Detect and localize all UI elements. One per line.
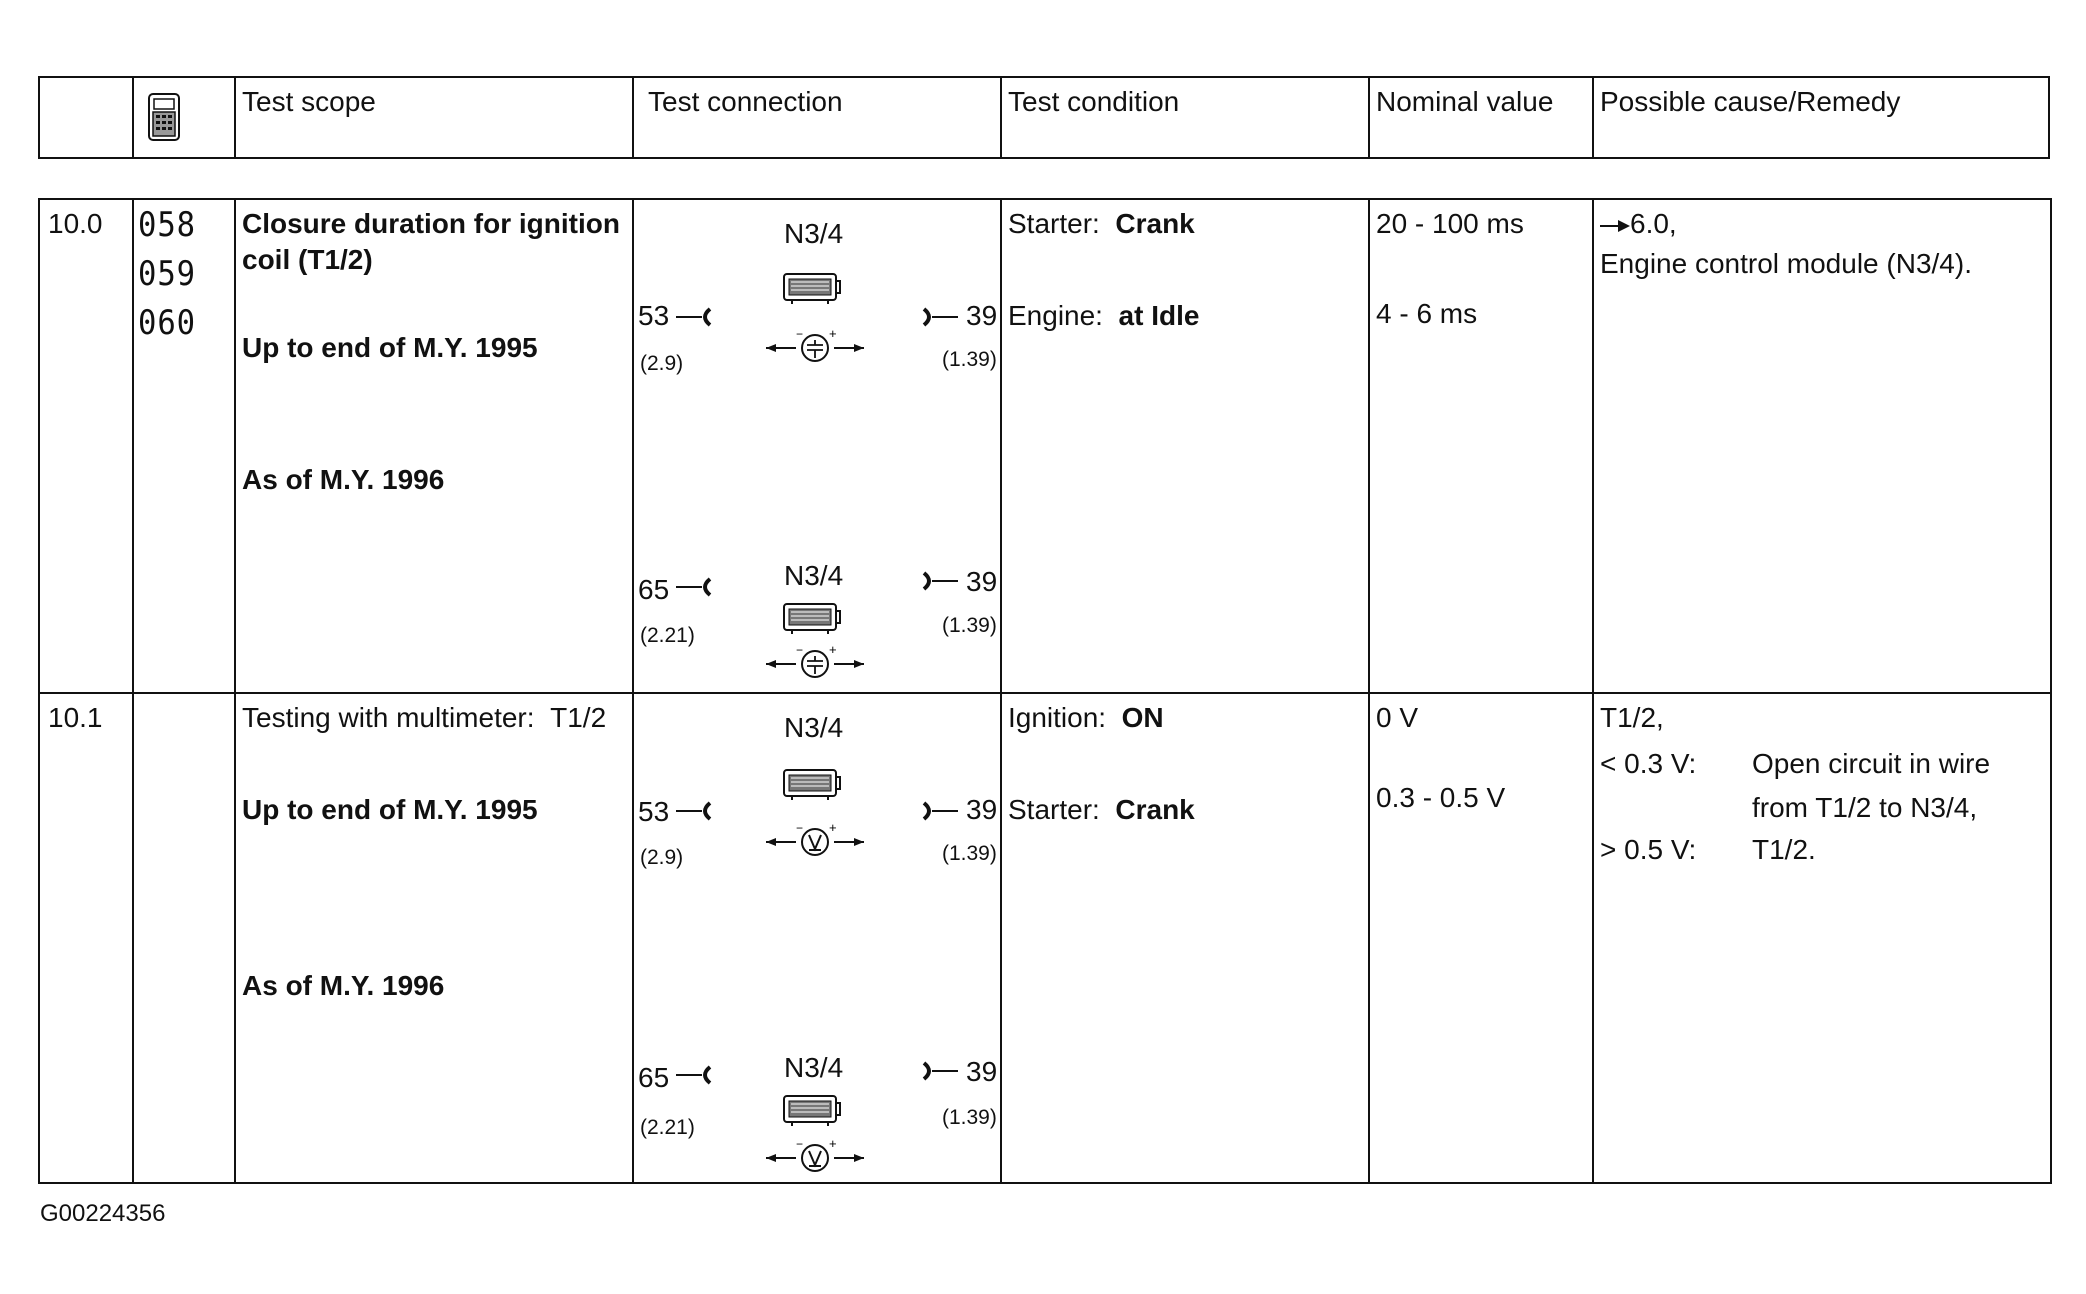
test-scope-variant: Up to end of M.Y. 1995 <box>242 794 538 825</box>
test-condition <box>1008 700 1164 736</box>
dwell-meter-icon <box>764 644 866 684</box>
wire-size-right: (1.39) <box>942 348 997 371</box>
voltmeter-icon <box>764 822 866 862</box>
control-module-icon <box>782 1094 842 1128</box>
pin-right: 39 <box>966 300 998 331</box>
remedy-text: T1/2. <box>1752 834 1816 865</box>
fault-code: 058 <box>138 205 196 245</box>
col-header-test-condition: Test condition <box>1008 86 1180 117</box>
wire-size-left: (2.21) <box>640 1116 695 1139</box>
module-label: N3/4 <box>784 1052 844 1083</box>
pin-right: 39 <box>966 794 998 825</box>
nominal-value: 4 - 6 ms <box>1376 298 1478 329</box>
control-module-icon <box>782 602 842 636</box>
test-condition <box>1008 792 1195 828</box>
remedy-threshold-label: < 0.3 V: <box>1600 748 1697 779</box>
svg-text:−: − <box>796 821 804 835</box>
nominal-value: 20 - 100 ms <box>1376 208 1524 239</box>
wire-size-left: (2.21) <box>640 624 695 647</box>
fault-code: 060 <box>138 303 196 343</box>
test-condition <box>1008 298 1199 334</box>
nominal-value: 0.3 - 0.5 V <box>1376 782 1506 813</box>
step-number: 10.0 <box>48 208 103 239</box>
condition-value: Crank <box>1115 208 1195 239</box>
svg-text:+: + <box>829 326 837 341</box>
wire-size-right: (1.39) <box>942 842 997 865</box>
test-scope-variant: As of M.Y. 1996 <box>242 970 445 1001</box>
condition-value: ON <box>1121 702 1164 733</box>
module-label: N3/4 <box>784 560 844 591</box>
test-condition <box>1008 206 1195 242</box>
svg-text:−: − <box>796 327 804 341</box>
condition-label: Starter: <box>1008 794 1100 825</box>
figure-id: G00224356 <box>40 1200 166 1227</box>
remedy-text: from T1/2 to N3/4, <box>1752 792 1978 823</box>
probe-left-icon <box>676 800 716 822</box>
svg-text:−: − <box>796 1137 804 1151</box>
probe-left-icon <box>676 576 716 598</box>
test-scope-title: Closure duration for ignition coil (T1/2) <box>242 208 620 275</box>
module-label: N3/4 <box>784 218 844 249</box>
wire-size-left: (2.9) <box>640 846 684 869</box>
wire-size-right: (1.39) <box>942 1106 997 1129</box>
probe-left-icon <box>676 1064 716 1086</box>
col-header-possible-cause: Possible cause/Remedy <box>1600 86 1901 117</box>
svg-text:+: + <box>829 820 837 835</box>
wire-size-left: (2.9) <box>640 352 684 375</box>
pin-left: 65 <box>638 574 670 605</box>
probe-right-icon <box>918 306 958 328</box>
pin-left: 65 <box>638 1062 670 1093</box>
svg-text:+: + <box>829 642 837 657</box>
svg-text:−: − <box>796 643 804 657</box>
col-header-nominal-value: Nominal value <box>1376 86 1554 117</box>
condition-label: Engine: <box>1008 300 1103 331</box>
nominal-value: 0 V <box>1376 702 1419 733</box>
probe-right-icon <box>918 800 958 822</box>
probe-right-icon <box>918 570 958 592</box>
arrow-right-icon <box>1600 219 1630 233</box>
pin-left: 53 <box>638 796 670 827</box>
module-label: N3/4 <box>784 712 844 743</box>
scope-title-value: T1/2 <box>550 702 607 733</box>
pin-left: 53 <box>638 300 670 331</box>
control-module-icon <box>782 768 842 802</box>
dwell-meter-icon <box>764 328 866 368</box>
test-scope-variant: Up to end of M.Y. 1995 <box>242 332 538 363</box>
col-header-test-scope: Test scope <box>242 86 376 117</box>
remedy-ref-text: 6.0, <box>1630 208 1677 239</box>
scope-title-label: Testing with multimeter: <box>242 702 535 733</box>
test-scope-title <box>242 700 606 736</box>
condition-value: at Idle <box>1118 300 1200 331</box>
probe-right-icon <box>918 1060 958 1082</box>
step-number: 10.1 <box>48 702 103 733</box>
probe-left-icon <box>676 306 716 328</box>
fault-code: 059 <box>138 254 196 294</box>
pin-right: 39 <box>966 566 998 597</box>
condition-value: Crank <box>1115 794 1195 825</box>
remedy-text: Engine control module (N3/4). <box>1600 248 1972 279</box>
remedy-threshold-label: > 0.5 V: <box>1600 834 1697 865</box>
svg-text:+: + <box>829 1136 837 1151</box>
remedy-text: Open circuit in wire <box>1752 748 1991 779</box>
col-header-test-connection: Test connection <box>648 86 843 117</box>
condition-label: Starter: <box>1008 208 1100 239</box>
remedy-reference <box>1600 206 1677 242</box>
control-module-icon <box>782 272 842 306</box>
condition-label: Ignition: <box>1008 702 1107 733</box>
pin-right: 39 <box>966 1056 998 1087</box>
wire-size-right: (1.39) <box>942 614 997 637</box>
remedy-head: T1/2, <box>1600 702 1664 733</box>
voltmeter-icon <box>764 1138 866 1178</box>
hand-held-tester-icon <box>146 92 182 142</box>
test-scope-variant: As of M.Y. 1996 <box>242 464 445 495</box>
